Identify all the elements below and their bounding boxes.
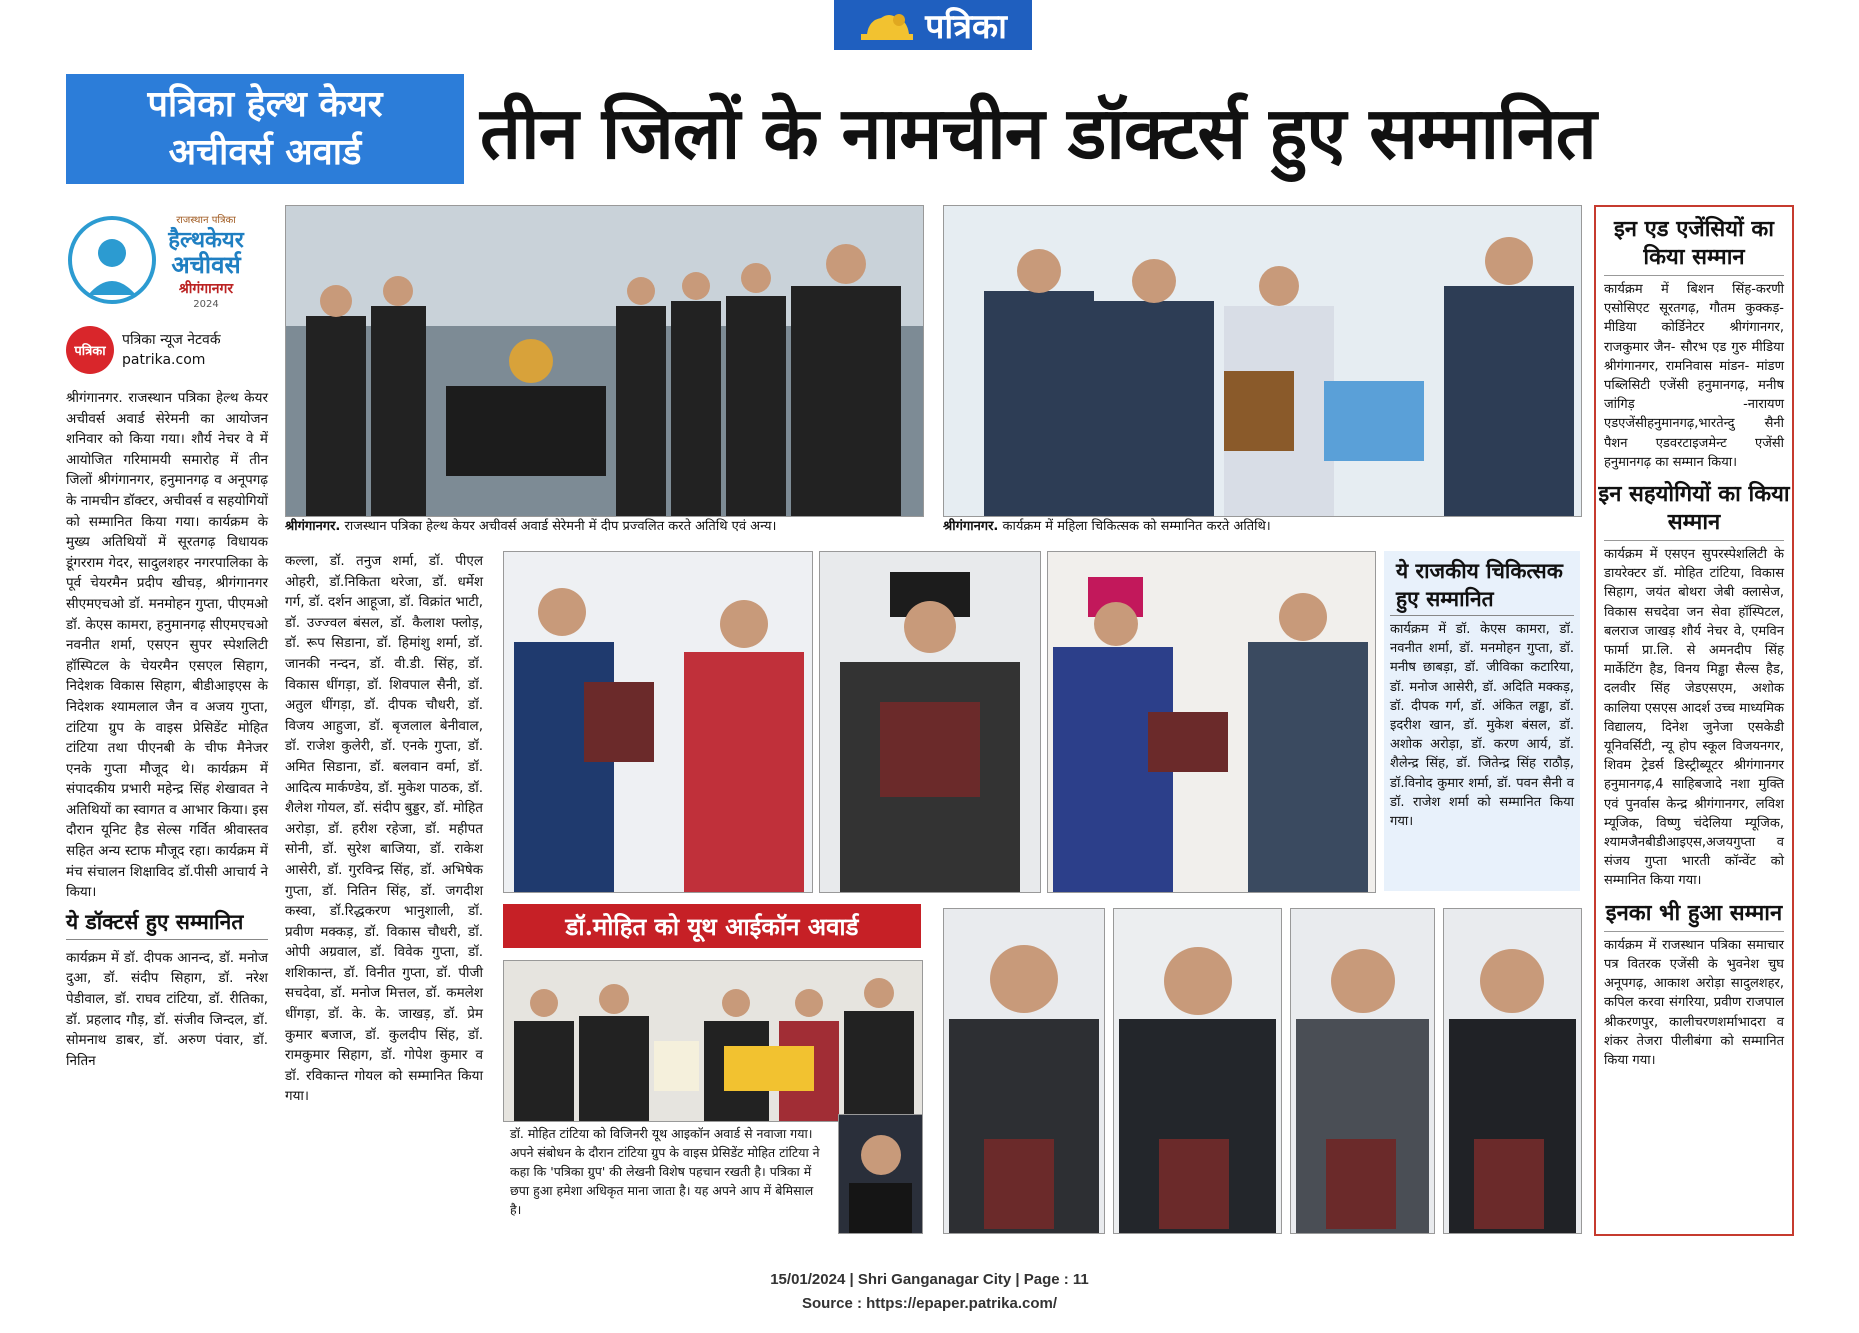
govt-doctors-box: [1384, 551, 1580, 891]
event-badge-graphic: [66, 205, 271, 315]
section-label-line2: अचीवर्स अवार्ड: [168, 132, 362, 173]
badge-line3: श्रीगंगानगर: [178, 281, 234, 297]
byline: [66, 325, 271, 375]
photo-award-2: [819, 551, 1041, 893]
caption-lamp-place: श्रीगंगानगर.: [285, 519, 341, 534]
caption-woman-text: कार्यक्रम में महिला चिकित्सक को सम्मानित करते अतिथि।: [1002, 519, 1271, 534]
photo-honoree-3: [1290, 908, 1435, 1234]
photo-honoree-4-image: [1444, 909, 1581, 1233]
photo-honoree-1-image: [944, 909, 1104, 1233]
page-footer: [0, 1268, 1859, 1316]
article-column-1: [66, 388, 268, 1071]
photo-woman-doctor: [943, 205, 1582, 517]
caption-lamp: [285, 518, 925, 536]
right-sidebar-box: [1594, 205, 1794, 1236]
photo-lamp-lighting: [285, 205, 924, 517]
photo-honoree-2-image: [1114, 909, 1281, 1233]
others-title: इनका भी हुआ सम्मान: [1605, 899, 1783, 926]
photo-youth-icon-group: [503, 960, 923, 1122]
partners-text: कार्यक्रम में एसएन सुपरस्पेशलिटी के डायरेक्टर डॉ. मोहित टांटिया, विकास सिहाग, जयंत बोथरा जेबी क्लासेज, विकास सचदेवा जन सेवा हॉस्पिटल, बलराज जाखड़ शौर्य नेचर वे, एमविन फार्मा प्रा.लि. से अमनदीप सिंह मार्केटिंग हैड, विनय मिड्ढा सैल्स हैड, दलवीर सिंह जेडएसएम, अशोक कालिया एसएस आदर्श उच्च माध्यमिक विद्यालय, दिनेश जुनेजा एसकेडी यूनिवर्सिटी, न्यू होप स्कूल विजयनगर, शिवम ट्रेडर्स डिस्ट्रीब्यूटर श्रीगंगानगर हनुमानगढ़,4 साहिबजादे नशा मुक्ति एवं पुनर्वास केन्द्र श्रीगंगानगर, लविश म्यूजिक, विष्णु चंदेलिया म्यूजिक, श्यामजैनबीडीआइएस,अजयगुप्ता व संजय गुप्ता भारती कॉन्वेंट को सम्मानित किया गया।: [1604, 547, 1784, 889]
youth-icon-banner: डॉ.मोहित को यूथ आईकॉन अवार्ड: [503, 904, 921, 948]
section-label: [66, 74, 464, 184]
photo-honoree-3-image: [1291, 909, 1434, 1233]
caption-lamp-text: राजस्थान पत्रिका हेल्थ केयर अचीवर्स अवार्ड सेरेमनी में दीप प्रज्वलित करते अतिथि एवं अन्य।: [344, 519, 777, 534]
byline-site: patrika.com: [122, 352, 206, 368]
article-body: श्रीगंगानगर. राजस्थान पत्रिका हेल्थ केयर अचीवर्स अवार्ड सेरेमनी का आयोजन शनिवार को किया गया। शौर्य नेचर वे में आयोजित गरिमामयी समारोह में तीन जिलों श्रीगंगानगर, हनुमानगढ़ व अनूपगढ़ के नामचीन डॉक्टर, अचीवर्स व सहयोगियों को सम्मानित किया गया। कार्यक्रम के मुख्य अतिथियों में सूरतगढ़ विधायक डूंगरराम गेदर, सादुलशहर नगरपालिका के पूर्व चेयरमैन प्रदीप खीचड़, श्रीगंगानगर सीएमएचओ डॉ. मनमोहन गुप्ता, पीएमओ डॉ. केएस कामरा, हनुमानगढ़ सीएमएचओ नवनीत शर्मा, एसएन सुपर स्पेशलिटी हॉस्पिटल के चेयरमैन एसएल सिहाग, निदेशक विकास सिहाग, बीडीआइएस के निदेशक श्यामलाल जैन व अजय गुप्ता, टांटिया ग्रुप के वाइस प्रेसिडेंट मोहित टांटिया तथा पीएनबी के चीफ मैनेजर एनके गुप्ता मौजूद थे। कार्यक्रम में संपादकीय प्रभारी महेन्द्र सिंह शेखावत ने अतिथियों का स्वागत व आभार किया। इस दौरान यूनिट हैड सेल्स गर्वित श्रीवास्तव सहित अन्य स्टाफ मौजूद रहा। कार्यक्रम में मंच संचालन शिक्षाविद डॉ.पीसी आचार्य ने किया।: [66, 390, 268, 901]
photo-honoree-4: [1443, 908, 1582, 1234]
badge-line2: अचीवर्स: [171, 251, 241, 279]
photo-award-3: [1047, 551, 1376, 893]
patrika-mark-icon: पत्रिका: [66, 326, 114, 374]
logo-text: पत्रिका: [925, 7, 1007, 47]
footer-source: Source : https://epaper.patrika.com/: [801, 1295, 1058, 1312]
event-badge: [66, 205, 271, 315]
photo-award-3-image: [1048, 552, 1375, 892]
photo-mohit-portrait: [838, 1114, 923, 1234]
photo-lamp-lighting-image: [286, 206, 923, 516]
badge-year: 2024: [193, 299, 219, 310]
caption-woman-place: श्रीगंगानगर.: [943, 519, 999, 534]
footer-date-page: 15/01/2024 | Shri Ganganagar City | Page : 11: [770, 1271, 1089, 1288]
partners-title: इन सहयोगियों का किया सम्मान: [1598, 481, 1790, 536]
byline-network: पत्रिका न्यूज नेटवर्क: [122, 332, 221, 348]
patrika-logo: [834, 0, 1032, 50]
badge-top-text: राजस्थान पत्रिका: [176, 215, 236, 226]
photo-award-1: [503, 551, 813, 893]
photo-mohit-portrait-image: [839, 1115, 922, 1233]
others-text: कार्यक्रम में राजस्थान पत्रिका समाचार पत्र वितरक एजेंसी के भुवनेश चुघ अनूपगढ़, आकाश अरोड़ा सादुलशहर, कपिल करवा संगरिया, प्रवीण राजपाल श्रीकरणपुर, कालीचरणशर्माभादरा व शंकर तेजरा पीलीबंगा को सम्मानित किया गया।: [1604, 937, 1784, 1068]
page-headline: तीन जिलों के नामचीन डॉक्टर्स हुए सम्मानित: [480, 90, 1596, 175]
lion-emblem-icon: [859, 8, 915, 42]
ad-agencies-text: कार्यक्रम में बिशन सिंह-करणी एसोसिएट सूरतगढ़, गौतम कुक्कड़-मीडिया कोर्डिनेटर श्रीगंगानगर, राजकुमार जैन- सौरभ एड गुरु मीडिया श्रीगंगानगर, रामनिवास मांडन- मांडण पब्लिसिटी एजेंसी हनुमानगढ़, मनीष जांगिड़ -नारायण एडएजेंसीहनुमानगढ़,भारतेन्दु सैनी पैशन एडवरटाइजमेन्ट एजेंसी हनुमानगढ़ का सम्मान किया।: [1604, 282, 1784, 470]
photo-award-1-image: [504, 552, 812, 892]
photo-youth-icon-image: [504, 961, 922, 1121]
photo-honoree-2: [1113, 908, 1282, 1234]
govt-doctors-title: ये राजकीय चिकित्सक हुए सम्मानित: [1390, 551, 1574, 616]
ad-agencies-title: इन एड एजेंसियों का किया सम्मान: [1613, 216, 1775, 270]
doctors-subhead: ये डॉक्टर्स हुए सम्मानित: [66, 909, 268, 940]
photo-honoree-1: [943, 908, 1105, 1234]
doctors-list-part2: कल्ला, डॉ. तनुज शर्मा, डॉ. पीएल ओहरी, डॉ.निकिता थरेजा, डॉ. धर्मेश गर्ग, डॉ. दर्शन आहूजा, डॉ. विक्रांत भाटी, डॉ. उज्ज्वल बंसल, डॉ. कैलाश फ्लोड़, डॉ. रूप सिडाना, डॉ. हिमांशु शर्मा, डॉ. जानकी नन्दन, डॉ. वी.डी. सिंह, डॉ. विकास धींगड़ा, डॉ. शिवपाल सैनी, डॉ. अतुल धींगड़ा, डॉ. दीपक चौधरी, डॉ. विजय आहुजा, डॉ. बृजलाल बेनीवाल, डॉ. राजेश कुलेरी, डॉ. एनके गुप्ता, डॉ. अमित सिडाना, डॉ. बलवान वर्मा, डॉ. आदित्य मार्कण्डेय, डॉ. मुकेश पाठक, डॉ. शैलेश गोयल, डॉ. संदीप बुड्डर, डॉ. मोहित अरोड़ा, डॉ. हरीश रहेजा, डॉ. महीपत सोनी, डॉ. सुरेश बाजिया, डॉ. राकेश आसेरी, डॉ. गुरविन्द्र सिंह, डॉ. अभिषेक गुप्ता, डॉ. नितिन सिंह, डॉ. जगदीश कस्वा, डॉ.रिद्धकरण भानुशाली, डॉ. प्रवीण मक्कड़, डॉ. विकास चौधरी, डॉ. ओपी अग्रवाल, डॉ. विवेक गुप्ता, डॉ. शशिकान्त, डॉ. विनीत गुप्ता, डॉ. पीजी सचदेवा, डॉ. मनोज मित्तल, डॉ. कमलेश धींगड़ा, डॉ. के. के. जाखड़, डॉ. प्रेम कुमार बजाज, डॉ. कुलदीप सिंह, डॉ. रामकुमार सिहाग, डॉ. गोपेश कुमार व डॉ. रविकान्त गोयल को सम्मानित किया गया।: [285, 553, 484, 1105]
photo-woman-doctor-image: [944, 206, 1581, 516]
photo-award-2-image: [820, 552, 1040, 892]
youth-caption: डॉ. मोहित टांटिया को विजिनरी यूथ आइकॉन अवार्ड से नवाजा गया। अपने संबोधन के दौरान टांटिया ग्रुप के वाइस प्रेसिडेंट मोहित टांटिया ने कहा कि 'पत्रिका ग्रुप' की लेखनी विशेष पहचान रखती है। पत्रिका में छपा हुआ हमेशा अधिकृत माना जाता है। यह अपने आप में बेमिसाल है।: [510, 1126, 820, 1217]
govt-doctors-text: कार्यक्रम में डॉ. केएस कामरा, डॉ. नवनीत शर्मा, डॉ. मनमोहन गुप्ता, डॉ. मनीष छाबड़ा, डॉ. जीविका कटारिया, डॉ. मनोज आसेरी, डॉ. अदिति मक्कड़, डॉ. दीपक गर्ग, डॉ. अंकित लड्ढा, डॉ. इदरीश खान, डॉ. मुकेश बंसल, डॉ. अशोक अरोड़ा, डॉ. करण आर्य, डॉ. शैलेन्द्र सिंह, डॉ. जितेन्द्र सिंह राठौड़, डॉ.विनोद कुमार शर्मा, डॉ. पवन सैनी व डॉ. राजेश शर्मा को सम्मानित किया गया।: [1390, 622, 1574, 830]
section-label-line1: पत्रिका हेल्थ केयर: [147, 84, 383, 125]
doctors-list-part1: कार्यक्रम में डॉ. दीपक आनन्द, डॉ. मनोज दुआ, डॉ. संदीप सिहाग, डॉ. नरेश पेडीवाल, डॉ. राघव टांटिया, डॉ. रीतिका, डॉ. प्रहलाद गौड़, डॉ. संजीव जिन्दल, डॉ. सोमनाथ डाबर, डॉ. अरुण पंवार, डॉ. नितिन: [66, 949, 268, 1069]
caption-woman-doctor: [943, 518, 1583, 536]
badge-line1: हैल्थकेयर: [168, 228, 244, 253]
